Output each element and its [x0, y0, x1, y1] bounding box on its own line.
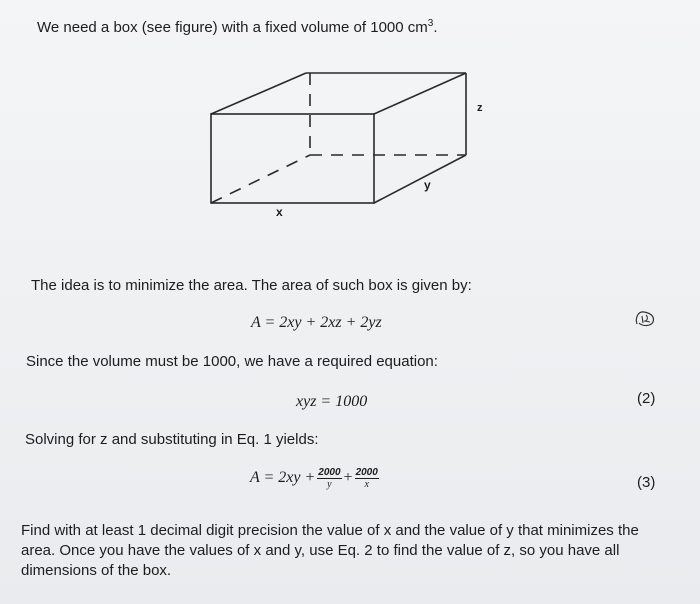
equation-1: A = 2xy + 2xz + 2yz	[251, 314, 382, 331]
handwritten-number-icon	[633, 308, 659, 330]
substitution-intro: Solving for z and substituting in Eq. 1 yields:	[25, 431, 319, 448]
task-line-3: dimensions of the box.	[21, 562, 172, 579]
equation-1-number	[633, 308, 659, 330]
equation-3-plus: +	[343, 469, 353, 487]
label-z: z	[477, 102, 483, 114]
volume-intro: Since the volume must be 1000, we have a required equation:	[26, 353, 438, 370]
task-line-2: area. Once you have the values of x and y, use Eq. 2 to find the value of z, so you have all	[21, 542, 620, 559]
fraction-2-denominator: x	[364, 479, 369, 490]
fraction-1-denominator: y	[327, 479, 332, 490]
intro-suffix: .	[433, 19, 438, 36]
area-intro: The idea is to minimize the area. The area of such box is given by:	[31, 277, 472, 294]
fraction-2-numerator: 2000	[355, 467, 378, 478]
equation-3-fraction-2	[355, 467, 379, 490]
label-x: x	[276, 205, 283, 219]
equation-3-number: (3)	[637, 474, 656, 491]
intro-main: We need a box (see figure) with a fixed volume of 1000 cm	[37, 19, 428, 36]
box-hidden-bottom-edge	[211, 155, 310, 203]
intro-superscript: 3	[427, 18, 434, 29]
label-y: y	[424, 178, 431, 192]
box-top-right-edge	[374, 73, 466, 114]
fraction-1-numerator: 2000	[318, 467, 341, 478]
box-bottom-right-edge	[374, 155, 466, 203]
equation-3-fraction-1	[317, 467, 341, 490]
task-paragraph	[21, 521, 661, 581]
equation-2: xyz = 1000	[296, 393, 368, 410]
equation-3	[250, 467, 381, 490]
box-top-left-edge	[211, 73, 306, 114]
equation-2-number: (2)	[637, 390, 656, 407]
task-line-1: Find with at least 1 decimal digit precision the value of x and the value of y that minimizes the	[21, 522, 639, 539]
box-front-face	[211, 114, 374, 203]
equation-3-lhs: A = 2xy +	[250, 469, 316, 487]
